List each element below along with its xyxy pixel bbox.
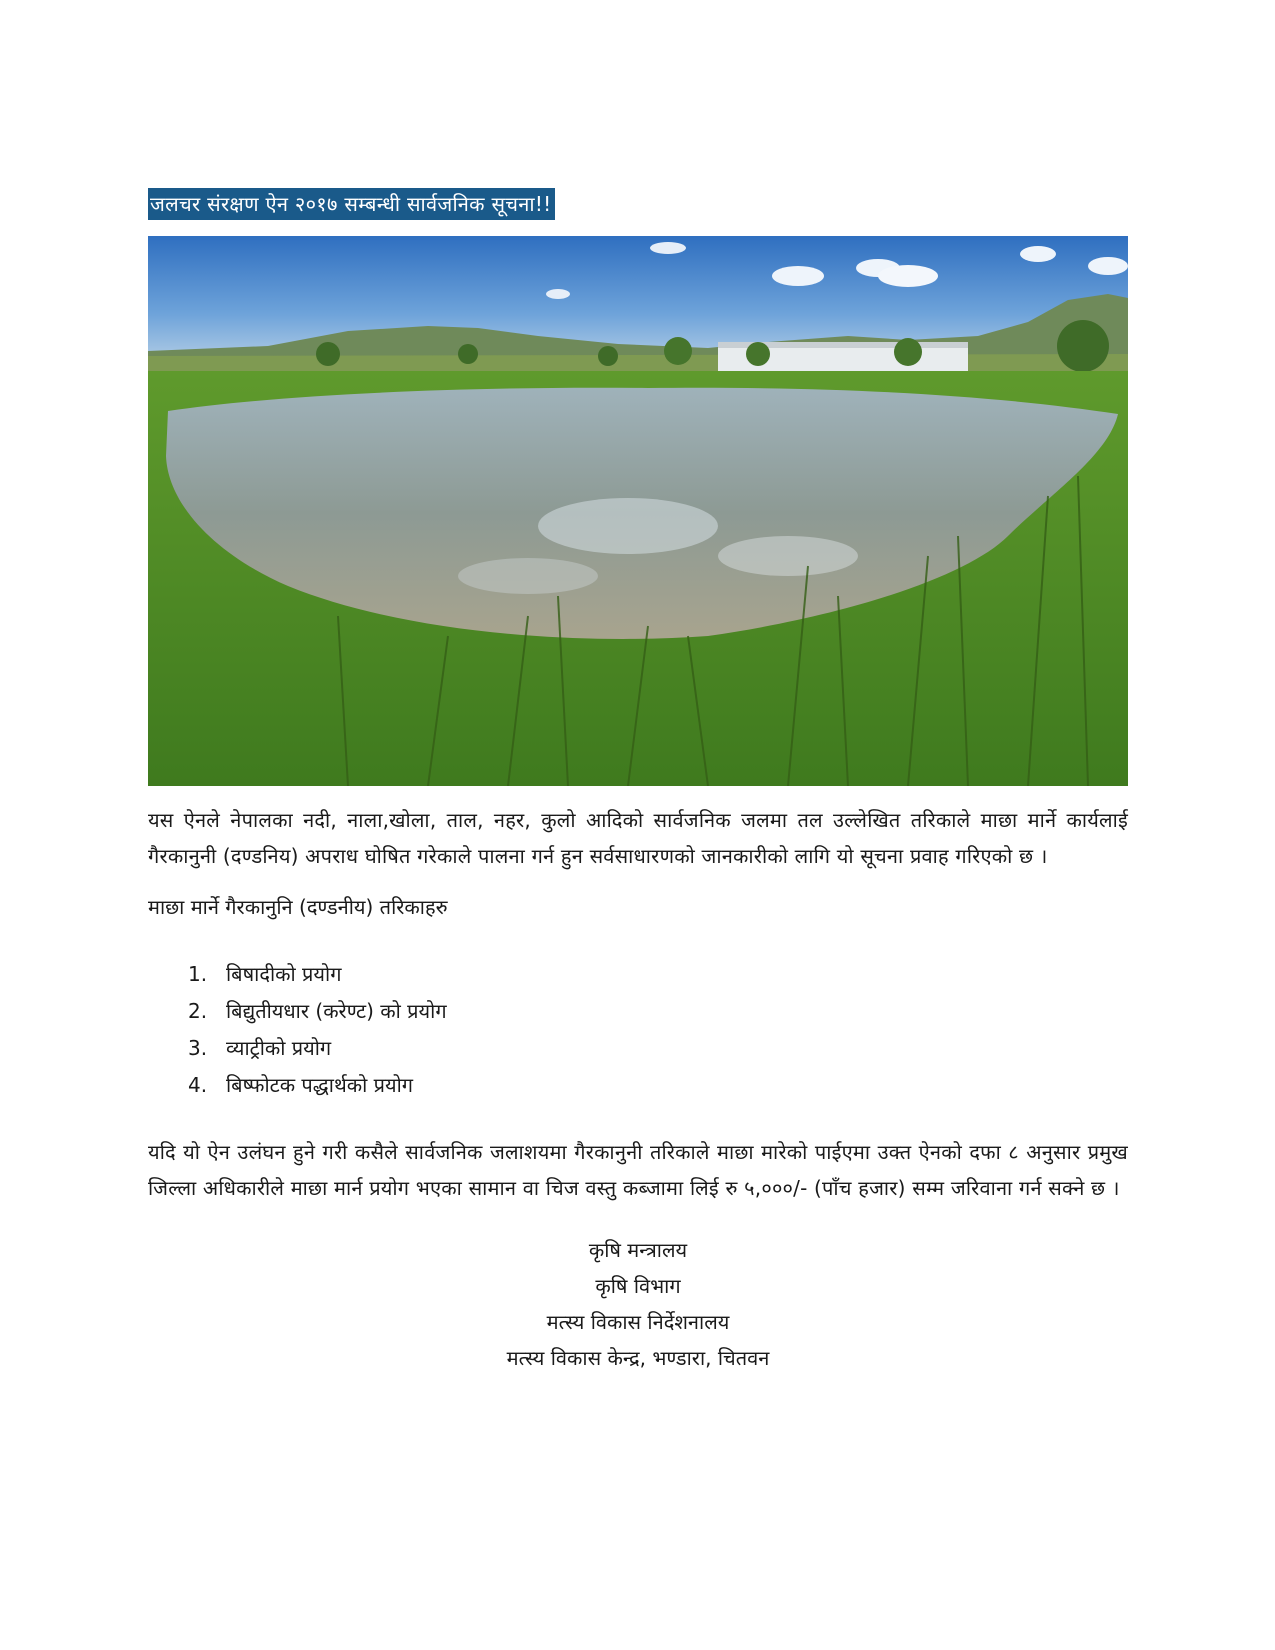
- signature-directorate: मत्स्य विकास निर्देशनालय: [546, 1310, 730, 1334]
- list-item-number: 2.: [188, 999, 208, 1023]
- methods-heading: माछा मार्ने गैरकानुनि (दण्डनीय) तरिकाहरु: [148, 895, 448, 919]
- methods-list: [148, 956, 1128, 1104]
- signature-center: मत्स्य विकास केन्द्र, भण्डारा, चितवन: [506, 1346, 770, 1370]
- notice-page: [148, 188, 1128, 1376]
- signature-ministry: कृषि मन्त्रालय: [588, 1238, 688, 1262]
- pond-photo: [148, 236, 1128, 786]
- list-item: [188, 1067, 1128, 1104]
- signature-block: [148, 1232, 1128, 1376]
- list-item-text: बिष्फोटक पद्धार्थको प्रयोग: [226, 1073, 414, 1097]
- list-item: [188, 993, 1128, 1030]
- signature-department: कृषि विभाग: [595, 1274, 681, 1298]
- list-item: [188, 956, 1128, 993]
- list-item-text: बिषादीको प्रयोग: [226, 962, 342, 986]
- penalty-paragraph: यदि यो ऐन उलंघन हुने गरी कसैले सार्वजनिक जलाशयमा गैरकानुनी तरिकाले माछा मारेको पाईएमा उक्त ऐनको दफा ८ अनुसार प्रमुख जिल्ला अधिकारीले माछा मार्न प्रयोग भएका सामान वा चिज वस्तु कब्जामा लिई रु ५,०००/- (पाँच हजार) सम्म जरिवाना गर्न सक्ने छ ।: [148, 1140, 1128, 1200]
- list-item-number: 1.: [188, 962, 208, 986]
- intro-paragraph: यस ऐनले नेपालका नदी, नाला,खोला, ताल, नहर, कुलो आदिको सार्वजनिक जलमा तल उल्लेखित तरिकाले माछा मार्ने कार्यलाई गैरकानुनी (दण्डनिय) अपराध घोषित गरेकाले पालना गर्न हुन सर्वसाधारणको जानकारीको लागि यो सूचना प्रवाह गरिएको छ ।: [148, 808, 1128, 868]
- list-item-number: 3.: [188, 1036, 208, 1060]
- notice-title: जलचर संरक्षण ऐन २०१७ सम्बन्धी सार्वजनिक सूचना!!: [148, 188, 555, 220]
- list-item: [188, 1030, 1128, 1067]
- list-item-number: 4.: [188, 1073, 208, 1097]
- list-item-text: बिद्युतीयधार (करेण्ट) को प्रयोग: [226, 999, 447, 1023]
- list-item-text: व्याट्रीको प्रयोग: [226, 1036, 332, 1060]
